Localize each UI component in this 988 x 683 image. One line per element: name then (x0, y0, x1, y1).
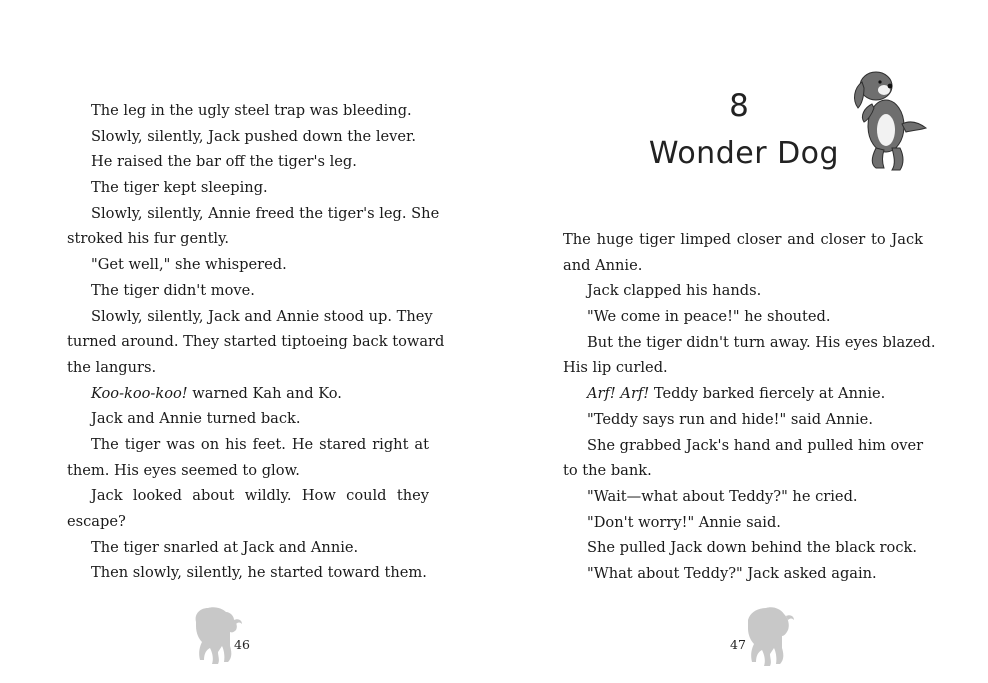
text-line: The tiger didn't move. (91, 281, 255, 299)
text-line: Jack looked about wildly. How could they (91, 487, 429, 505)
text-line: Jack clapped his hands. (587, 282, 762, 300)
text-line: Jack and Annie turned back. (91, 410, 301, 428)
italic-text: Koo-koo-koo! (91, 384, 188, 402)
text-line: "Don't worry!" Annie said. (587, 513, 781, 531)
chapter-number: 8 (729, 88, 749, 124)
text-line: to the bank. (563, 462, 652, 480)
text-line: He raised the bar off the tiger's leg. (91, 153, 357, 171)
right-page (494, 0, 988, 683)
text-line: Slowly, silently, Jack and Annie stood up. They (91, 307, 433, 325)
text-line: Slowly, silently, Annie freed the tiger's leg. She (91, 204, 440, 222)
text-line (563, 381, 923, 407)
text-line: Slowly, silently, Jack pushed down the lever. (91, 127, 417, 145)
text-line: But the tiger didn't turn away. His eyes blazed. (587, 333, 936, 351)
left-folio (188, 600, 258, 670)
text-line: The huge tiger limped closer and closer to Jack (563, 231, 923, 248)
text-line (67, 381, 429, 407)
text-line: "We come in peace!" he shouted. (587, 308, 831, 326)
text-line: The tiger kept sleeping. (91, 179, 268, 197)
dog-illustration-icon (846, 64, 930, 176)
text-line: The tiger was on his feet. He stared right at (91, 435, 429, 453)
chapter-title: Wonder Dog (648, 136, 840, 171)
left-page-text (67, 98, 445, 586)
text-line: She grabbed Jack's hand and pulled him over (587, 436, 924, 454)
text-line: "Get well," she whispered. (91, 256, 287, 274)
text-line: "Teddy says run and hide!" said Annie. (587, 410, 873, 428)
text-line: "What about Teddy?" Jack asked again. (587, 564, 877, 582)
text-line: and Annie. (563, 256, 643, 274)
text-line: stroked his fur gently. (67, 230, 230, 248)
text-line: His lip curled. (563, 359, 668, 377)
tiger-silhouette-icon (188, 600, 248, 670)
text-line: She pulled Jack down behind the black rock. (587, 539, 917, 557)
text-line: Then slowly, silently, he started toward them. (91, 564, 427, 582)
text-line: The leg in the ugly steel trap was bleeding. (91, 102, 412, 119)
text-line: "Wait—what about Teddy?" he cried. (587, 487, 858, 505)
line-text: warned Kah and Ko. (187, 384, 342, 402)
right-page-text (563, 227, 936, 587)
italic-text: Arf! Arf! (587, 385, 650, 403)
right-folio (730, 600, 800, 670)
line-text: Teddy barked fiercely at Annie. (649, 385, 886, 403)
text-line: the langurs. (67, 358, 157, 376)
text-line: turned around. They started tiptoeing back toward (67, 333, 445, 351)
tiger-silhouette-icon (734, 600, 798, 670)
page-number: 46 (234, 637, 250, 652)
text-line: escape? (67, 513, 126, 530)
page-number: 47 (730, 637, 746, 652)
text-line: them. His eyes seemed to glow. (67, 461, 300, 479)
text-line: The tiger snarled at Jack and Annie. (91, 538, 359, 556)
